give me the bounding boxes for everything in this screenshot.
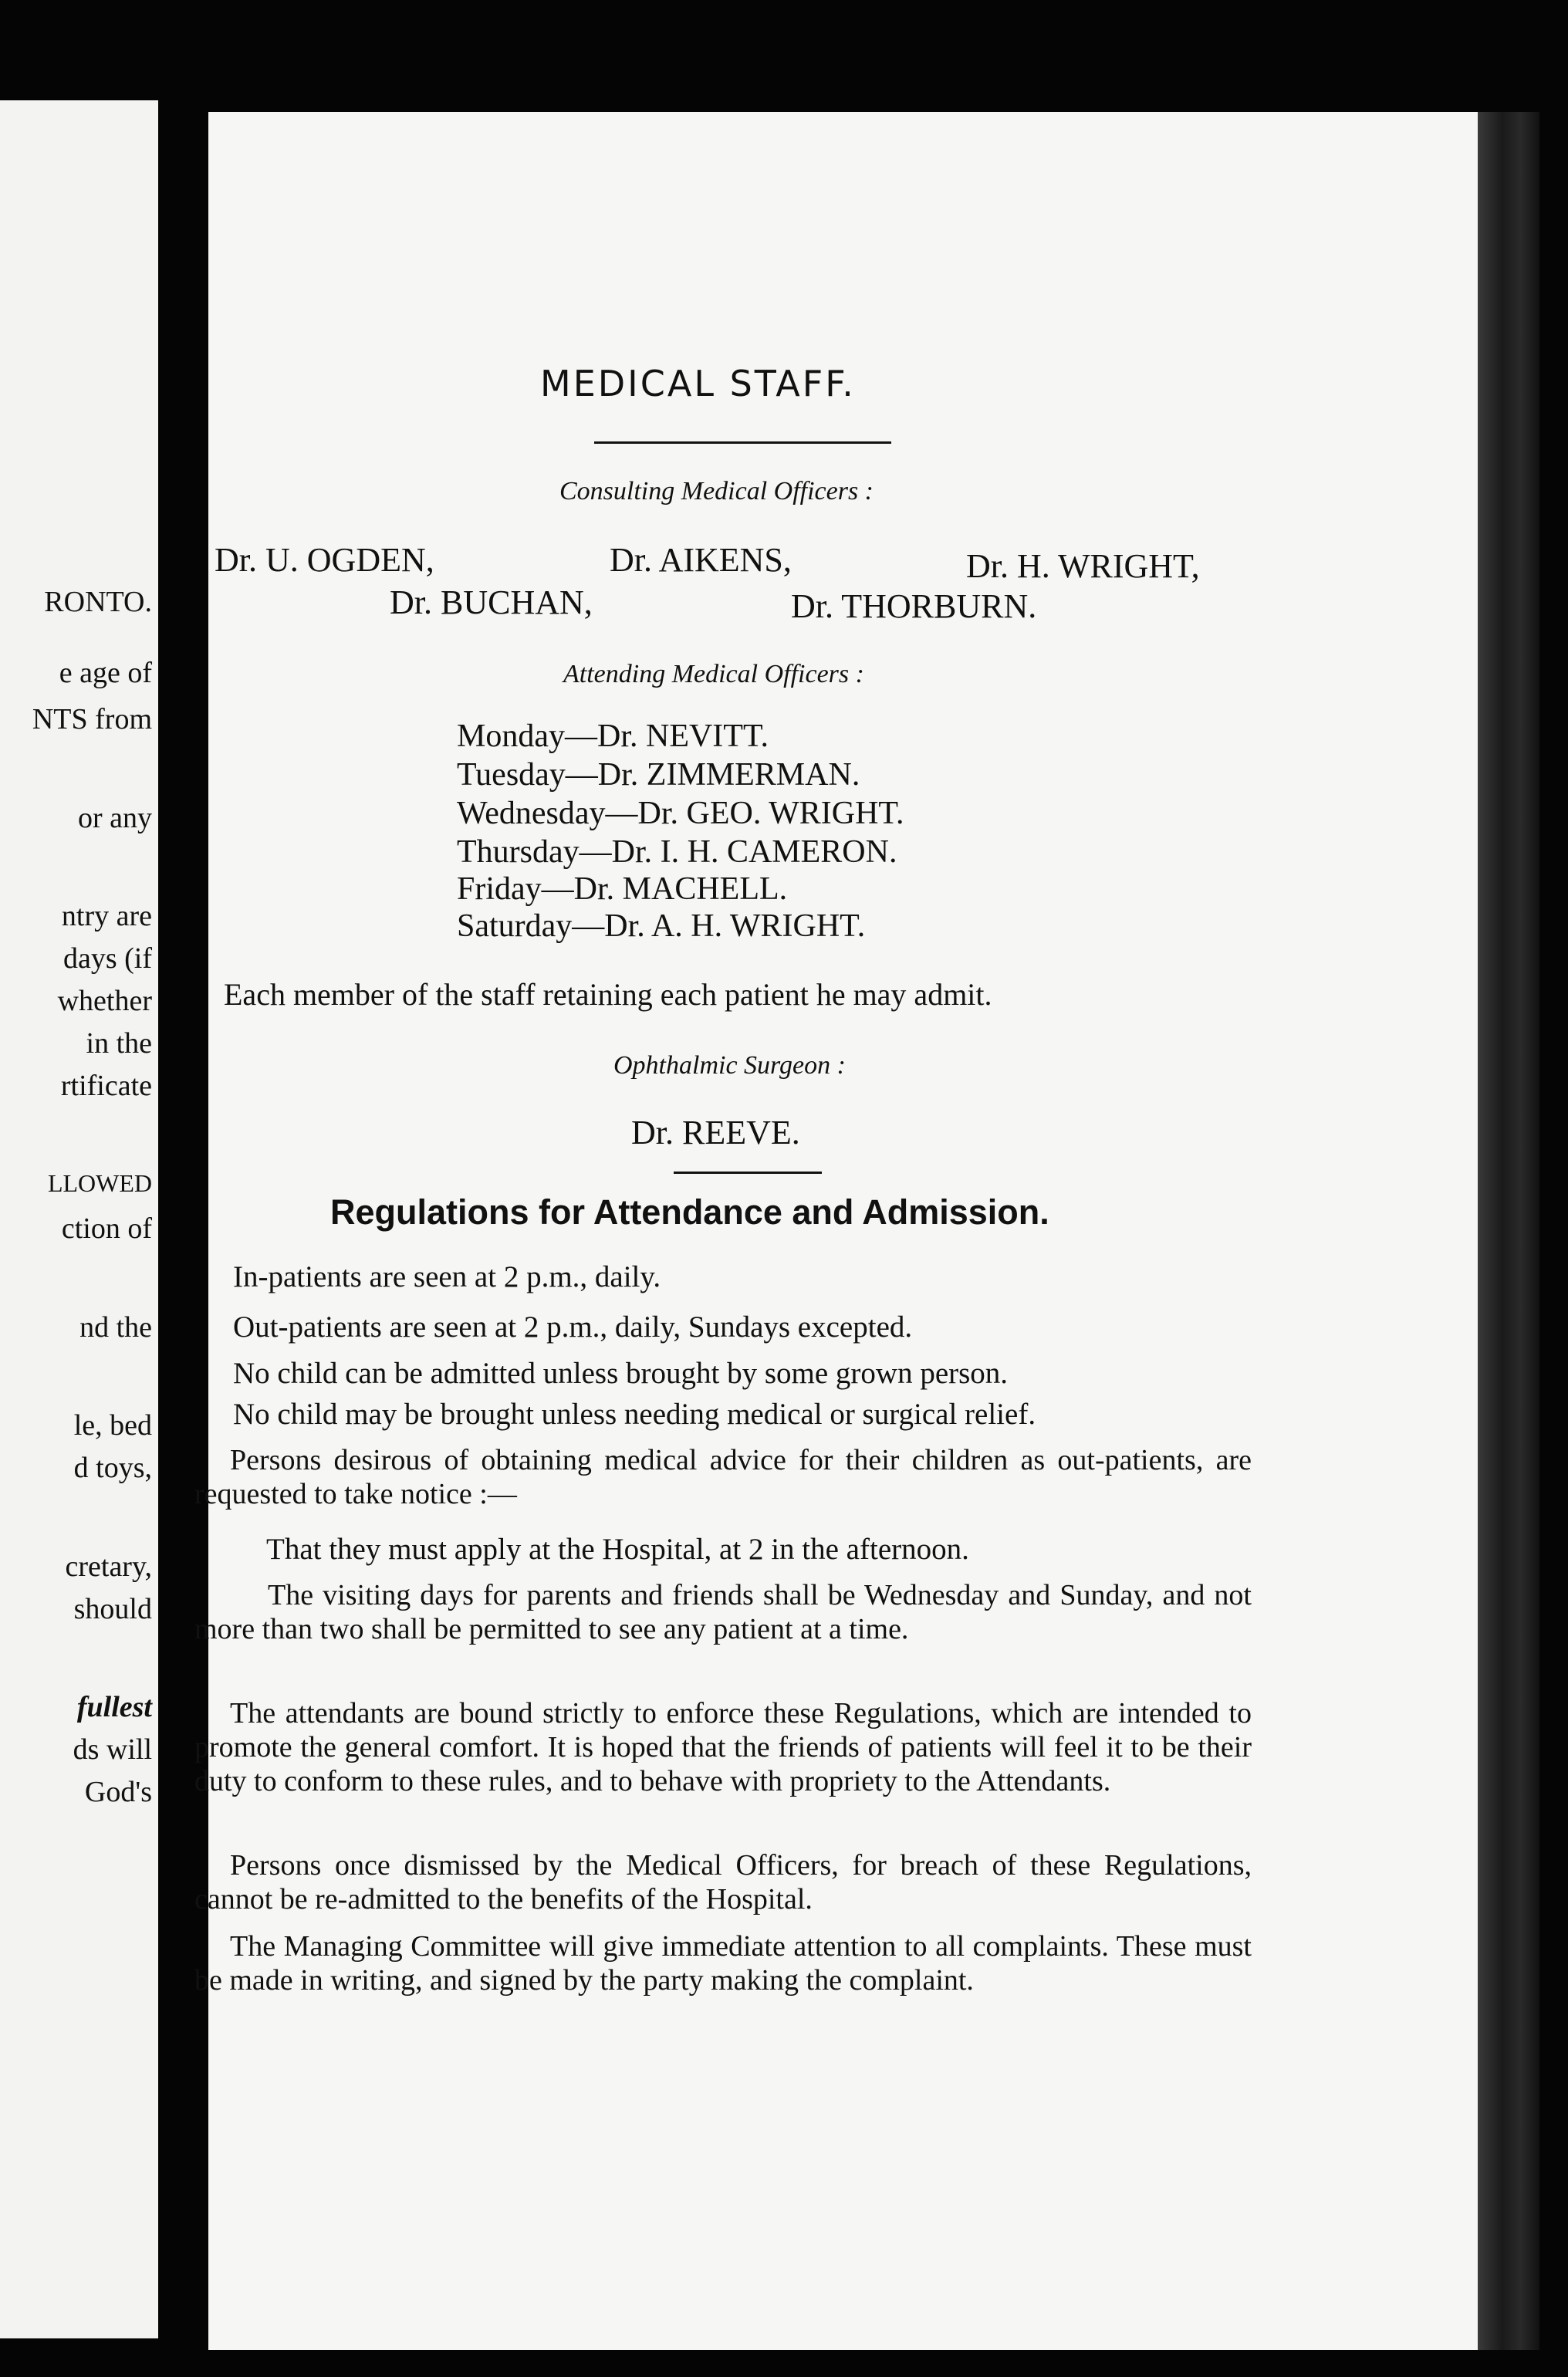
consulting-officer: Dr. BUCHAN, — [390, 583, 593, 621]
left-fragment: ds will — [73, 1733, 152, 1766]
left-fragment: should — [73, 1593, 152, 1625]
attending-day: Friday—Dr. MACHELL. — [457, 871, 788, 907]
ophthalmic-surgeon: Dr. REEVE. — [631, 1114, 800, 1151]
consulting-officer: Dr. H. WRIGHT, — [966, 547, 1200, 585]
left-page-fragment — [0, 100, 158, 2338]
left-fragment: nd the — [79, 1311, 152, 1344]
left-fragment: in the — [86, 1027, 152, 1060]
left-fragment: LLOWED — [47, 1169, 152, 1197]
attending-day: Tuesday—Dr. ZIMMERMAN. — [457, 757, 860, 793]
regulation-paragraph: Persons once dismissed by the Medical Officers, for breach of these Regulations, cannot be re-admitted to the benefits of the Hospital. — [194, 1849, 1252, 1915]
attending-day: Saturday—Dr. A. H. WRIGHT. — [457, 908, 866, 944]
consulting-officer: Dr. THORBURN. — [791, 587, 1037, 625]
regulations-title: Regulations for Attendance and Admission. — [330, 1192, 1049, 1232]
regulation-paragraph: The Managing Committee will give immediate attention to all complaints. These must be made in writing, and signed by the party making the complaint. — [194, 1930, 1252, 1997]
left-fragment: God's — [84, 1776, 152, 1808]
page-edge — [1478, 112, 1539, 2350]
regulation-line: No child may be brought unless needing medical or surgical relief. — [233, 1398, 1036, 1431]
regulation-paragraph: Persons desirous of obtaining medical advice for their children as out-patients, are requested to take notice :— — [194, 1444, 1252, 1510]
left-fragment: days (if — [63, 942, 152, 975]
section-rule — [674, 1172, 822, 1174]
regulation-paragraph: That they must apply at the Hospital, at 2 in the afternoon. — [266, 1533, 969, 1566]
left-fragment: ction of — [61, 1212, 152, 1245]
left-fragment: cretary, — [65, 1550, 152, 1583]
left-fragment: rtificate — [60, 1070, 152, 1102]
ophthalmic-heading: Ophthalmic Surgeon : — [613, 1051, 846, 1080]
consulting-heading: Consulting Medical Officers : — [559, 477, 874, 505]
regulation-line: Out-patients are seen at 2 p.m., daily, Sundays excepted. — [233, 1310, 913, 1344]
left-fragment: or any — [77, 802, 152, 834]
title-rule — [594, 441, 891, 444]
attending-heading: Attending Medical Officers : — [563, 660, 864, 688]
left-fragment: whether — [57, 985, 152, 1017]
staff-note: Each member of the staff retaining each patient he may admit. — [224, 977, 992, 1012]
regulation-paragraph: The visiting days for parents and friends shall be Wednesday and Sunday, and not more than two shall be permitted to see any patient at a time. — [194, 1579, 1252, 1645]
left-fragment: fullest — [76, 1691, 152, 1723]
left-fragment: NTS from — [32, 703, 152, 735]
left-fragment: le, bed — [73, 1409, 152, 1442]
left-fragment: d toys, — [73, 1452, 152, 1484]
attending-day: Thursday—Dr. I. H. CAMERON. — [457, 834, 897, 870]
regulation-paragraph: The attendants are bound strictly to enforce these Regulations, which are intended to promote the general comfort. It is hoped that the friends of patients will feel it to be their duty to conform to these rules, and to behave with propriety to the Attendants. — [194, 1697, 1252, 1797]
left-fragment: e age of — [59, 657, 152, 689]
regulation-line: No child can be admitted unless brought by some grown person. — [233, 1357, 1009, 1390]
regulation-line: In-patients are seen at 2 p.m., daily. — [233, 1260, 661, 1293]
attending-day: Monday—Dr. NEVITT. — [457, 719, 769, 754]
consulting-officer: Dr. U. OGDEN, — [215, 541, 434, 579]
left-fragment: ntry are — [61, 900, 152, 932]
attending-day: Wednesday—Dr. GEO. WRIGHT. — [457, 796, 904, 831]
consulting-officer: Dr. AIKENS, — [610, 541, 792, 579]
page-title: MEDICAL STAFF. — [540, 363, 856, 404]
left-fragment: RONTO. — [44, 586, 152, 618]
